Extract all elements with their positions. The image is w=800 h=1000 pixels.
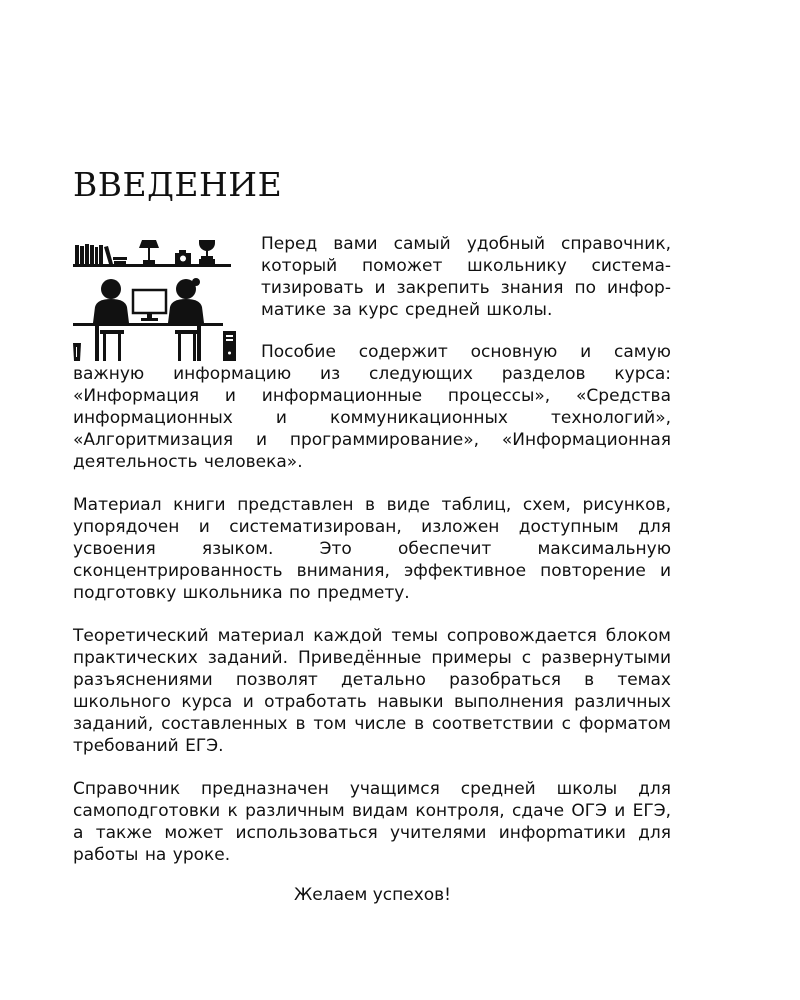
page-title: ВВЕДЕНИЕ [73,165,283,204]
closing-wish: Желаем успехов! [293,885,452,905]
contents-paragraph: Пособие содержит основную и самую важную информацию из следующих разделов курса: «Информация и информационные процессы», «Средства информационных и коммуникационных технологий», «Алгоритмизация и программирование», «Информационная деятельность человека». [73,342,671,472]
material-paragraph: Материал книги представлен в виде таблиц, схем, рисунков, упорядочен и систематизирован, изложен доступным для усвоения языком. Это обеспечит максимальную сконцентрированность внимания, эффективное повторение и подготовку школьника по предмету. [73,495,671,603]
intro-paragraph: Перед вами самый удобный справочник, который поможет школьнику систематизировать и закрепить знания по информатике за курс средней школы. [261,234,671,320]
practice-paragraph: Теоретический материал каждой темы сопровождается блоком практических заданий. Приведённые примеры с развернутыми разъяснениями позволят детально разобраться в темах школьного курса и отработать навыки выполнения различных заданий, составленных в том числе в соответствии с форматом требований ЕГЭ. [73,626,671,756]
audience-paragraph: Справочник предназначен учащимся средней школы для самоподготовки к различным видам контроля, сдаче ОГЭ и ЕГЭ, а также может использоваться учителями инфорmатики для работы на уроке. [73,779,671,865]
